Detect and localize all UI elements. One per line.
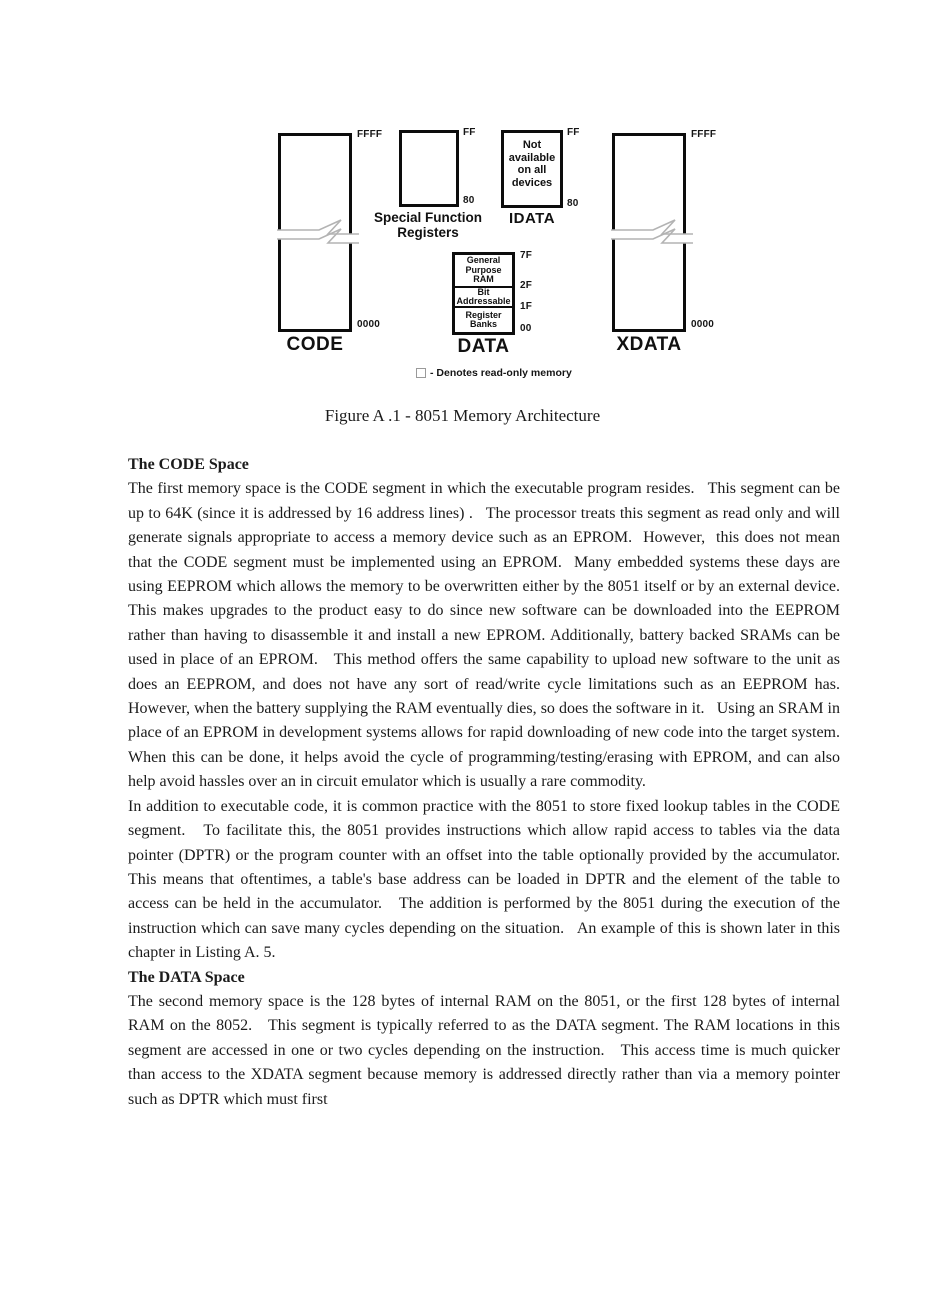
xdata-label: XDATA xyxy=(616,334,682,355)
code-top-address: FFFF xyxy=(357,129,383,140)
data-address-7f: 7F xyxy=(520,250,533,261)
data-address-1f: 1F xyxy=(520,301,533,312)
sfr-top-address: FF xyxy=(463,127,476,138)
body-text xyxy=(128,453,852,1112)
xdata-top-address: FFFF xyxy=(691,129,717,140)
data-label: DATA xyxy=(457,336,510,357)
xdata-bottom-address: 0000 xyxy=(691,319,715,330)
data-address-00: 00 xyxy=(520,323,532,334)
data-address-2f: 2F xyxy=(520,280,533,291)
data-section-register-banks: Register Banks xyxy=(465,309,502,329)
data-block xyxy=(452,252,515,335)
code-space-paragraph-2: In addition to executable code, it is common practice with the 8051 to store fixed lookup tables in the CODE segment. To facilitate this, the 8051 provides instructions which allow rapid access to tables via the data pointer (DPTR) or the program counter with an offset into the table optionally provided by the accumulator. This means that oftentimes, a table's base address can be loaded in DPTR and the element of the table to access can be held in the accumulator. The addition is performed by the 8051 during the execution of the instruction which can save many cycles depending on the situation. An example of this is shown later in this chapter in Listing A. 5. xyxy=(128,797,852,962)
idata-block xyxy=(501,130,563,208)
idata-bottom-address: 80 xyxy=(567,198,579,209)
data-section-bit-addressable: Bit Addressable xyxy=(456,286,511,306)
xdata-block xyxy=(612,133,686,332)
idata-top-address: FF xyxy=(567,127,580,138)
code-label: CODE xyxy=(286,334,344,355)
idata-label: IDATA xyxy=(508,210,556,227)
sfr-bottom-address: 80 xyxy=(463,195,475,206)
code-space-heading: The CODE Space xyxy=(128,456,249,473)
data-section-general-purpose-ram: General Purpose RAM xyxy=(455,255,512,288)
read-only-memory-swatch-icon xyxy=(416,368,426,378)
figure-caption: Figure A .1 - 8051 Memory Architecture xyxy=(324,406,601,425)
memory-break-symbol xyxy=(611,216,693,256)
data-space-paragraph-1: The second memory space is the 128 bytes of internal RAM on the 8051, or the first 128 bytes of internal RAM on the 8052. This segment is typically referred to as the DATA segment. The RAM locations in this segment are accessed in one or two cycles depending on the instruction. This access time is much quicker than access to the XDATA segment because memory is addressed directly rather than via a memory pointer such as DPTR which must first xyxy=(128,992,844,1108)
figure-legend xyxy=(416,367,572,379)
data-space-heading: The DATA Space xyxy=(128,968,245,986)
sfr-block xyxy=(399,130,459,207)
code-block xyxy=(278,133,352,332)
sfr-label: Special Function Registers xyxy=(373,210,482,240)
idata-availability-note: Not available on all devices xyxy=(508,139,556,189)
code-bottom-address: 0000 xyxy=(357,319,381,330)
code-space-paragraph-1: The first memory space is the CODE segment in which the executable program resides. This segment can be up to 64K (since it is addressed by 16 address lines) . The processor treats this segment as read only and will generate signals appropriate to access a memory device such as an EPROM. However, this does not mean that the CODE segment must be implemented using an EPROM. Many embedded systems these days are using EEPROM which allows the memory to be overwritten either by the 8051 itself or by an external device. This makes upgrades to the product easy to do since new software can be downloaded into the EEPROM rather than having to disassemble it and install a new EPROM. Additionally, battery backed SRAMs can be used in place of an EPROM. This method offers the same capability to upload new software to the unit as does an EEPROM, and does not have any sort of read/write cycle limitations such as an EEPROM has. However, when the battery supplying the RAM eventually dies, so does the software in it. Using an SRAM in place of an EPROM in development systems allows for rapid downloading of new code into the target system. When this can be done, it helps avoid the cycle of programming/testing/erasing with EPROM, and can also help avoid hassles over an in circuit emulator which is usually a rare commodity. xyxy=(128,480,852,791)
legend-text: - Denotes read-only memory xyxy=(430,367,572,379)
memory-break-symbol xyxy=(277,216,359,256)
